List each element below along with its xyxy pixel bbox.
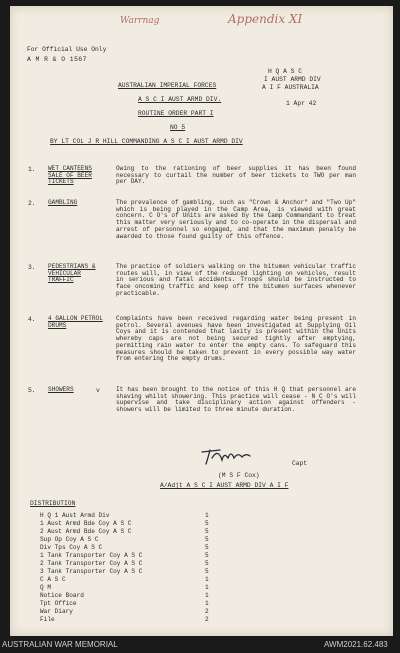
- distribution-row: [40, 536, 220, 543]
- item-text: Complaints have been received regarding water being present in petrol. Several avenues have been investigated at Supplying Oil Coys and it is contended that laxity is present within the Units whereby caps are not being secured tightly after emptying, permitting rain water to enter the empty cans. To safeguard this measures should be taken to prevent in every possible way water from entering the empty drums.: [116, 315, 356, 363]
- distribution-quantity: 5: [205, 552, 209, 559]
- signature-appointment: A/Adjt A S C I AUST ARMD DIV A I F: [160, 482, 289, 489]
- distribution-quantity: 5: [205, 568, 209, 575]
- distribution-row: [40, 592, 220, 599]
- distribution-recipient: Tpt Office: [40, 600, 77, 607]
- distribution-quantity: 5: [205, 528, 209, 535]
- handwritten-signature: [198, 444, 258, 468]
- distribution-quantity: 1: [205, 592, 209, 599]
- hq-line-3: A I F AUSTRALIA: [262, 84, 319, 91]
- distribution-row: [40, 560, 220, 567]
- item-label: SHOWERS: [48, 386, 74, 393]
- distribution-quantity: 5: [205, 520, 209, 527]
- item-number: 5.: [28, 387, 36, 394]
- distribution-row: [40, 576, 220, 583]
- distribution-recipient: File: [40, 616, 55, 623]
- distribution-heading: DISTRIBUTION: [30, 500, 76, 507]
- item-text: Owing to the rationing of beer supplies it has been found necessary to curtail the number of beer tickets to TWO per man per DAY.: [116, 165, 356, 186]
- distribution-recipient: 2 Tank Transporter Coy A S C: [40, 560, 143, 567]
- distribution-quantity: 1: [205, 584, 209, 591]
- signature-rank: Capt: [292, 460, 308, 467]
- item-label: GAMBLING: [48, 199, 78, 206]
- distribution-recipient: War Diary: [40, 608, 73, 615]
- distribution-row: [40, 600, 220, 607]
- distribution-row: [40, 544, 220, 551]
- distribution-row: [40, 616, 220, 623]
- item-label: PEDESTRIANS & VEHICULAR TRAFFIC: [48, 263, 96, 284]
- item-label: WET CANTEENS SALE OF BEER TICKETS: [48, 165, 92, 186]
- distribution-quantity: 1: [205, 576, 209, 583]
- item-label: 4 GALLON PETROL DRUMS: [48, 315, 103, 329]
- distribution-quantity: 5: [205, 544, 209, 551]
- item-number: 2.: [28, 200, 36, 207]
- distribution-row: [40, 568, 220, 575]
- hq-line-2: I AUST ARMD DIV: [264, 76, 321, 83]
- item-text: It has been brought to the notice of this H Q that personnel are shaving whilst showering. This practice will cease - N C O's will supervise and take disciplinary action against offenders - showers will be limited to three minute duration.: [116, 386, 356, 414]
- distribution-recipient: Q M: [40, 584, 51, 591]
- hq-line-1: H Q A S C: [268, 68, 303, 75]
- item-number: 1.: [28, 166, 36, 173]
- distribution-row: [40, 584, 220, 591]
- title-line-2: A S C I AUST ARMD DIV.: [138, 96, 222, 103]
- reference-number: A M R & O 1567: [27, 56, 87, 63]
- distribution-recipient: C A S C: [40, 576, 66, 583]
- distribution-recipient: Div Tps Coy A S C: [40, 544, 103, 551]
- item-text: The practice of soldiers walking on the bitumen vehicular traffic routes will, in view of the reduced lighting on vehicles, result in serious and fatal accidents. Troops should be instructed to face oncoming traffic and keep off the bitumen surfaces whenever practicable.: [116, 263, 356, 297]
- footer-accession-number: AWM2021.62.483: [324, 640, 388, 649]
- distribution-quantity: 2: [205, 608, 209, 615]
- title-line-4: NO 5: [170, 124, 186, 131]
- distribution-quantity: 5: [205, 560, 209, 567]
- classification-marking: For Official Use Only: [27, 46, 107, 53]
- distribution-quantity: 5: [205, 536, 209, 543]
- distribution-recipient: Sup Op Coy A S C: [40, 536, 99, 543]
- distribution-quantity: 2: [205, 616, 209, 623]
- tick-mark: v: [96, 387, 100, 394]
- item-text: The prevalence of gambling, such as "Crown & Anchor" and "Two Up" which is being played in the Camp Area, is viewed with great concern. C O's of Units are asked by the Camp Commandant to treat this matter very seriously and to co-operate in the dispersal and arrest of personnel so engaged, and that the maximum penalty be awarded to those found guilty of this offence.: [116, 199, 356, 240]
- distribution-quantity: 1: [205, 600, 209, 607]
- distribution-row: [40, 552, 220, 559]
- by-line: BY LT COL J R HILL COMMANDING A S C I AUST ARMD DIV: [50, 138, 243, 145]
- distribution-recipient: 1 Aust Armd Bde Coy A S C: [40, 520, 132, 527]
- footer-institution: AUSTRALIAN WAR MEMORIAL: [2, 640, 118, 649]
- distribution-recipient: 3 Tank Transporter Coy A S C: [40, 568, 143, 575]
- distribution-row: [40, 520, 220, 527]
- distribution-row: [40, 512, 220, 519]
- distribution-recipient: 1 Tank Transporter Coy A S C: [40, 552, 143, 559]
- distribution-recipient: Notice Board: [40, 592, 84, 599]
- distribution-row: [40, 608, 220, 615]
- distribution-row: [40, 528, 220, 535]
- distribution-recipient: 2 Aust Armd Bde Coy A S C: [40, 528, 132, 535]
- handwritten-appendix: Appendix XI: [228, 12, 303, 26]
- distribution-recipient: H Q 1 Aust Armd Div: [40, 512, 110, 519]
- handwritten-note-left: Warrnag: [120, 16, 160, 26]
- distribution-quantity: 1: [205, 512, 209, 519]
- item-number: 4.: [28, 316, 36, 323]
- title-line-3: ROUTINE ORDER PART I: [138, 110, 214, 117]
- title-line-1: AUSTRALIAN IMPERIAL FORCES: [118, 82, 217, 89]
- order-date: 1 Apr 42: [286, 100, 317, 107]
- item-number: 3.: [28, 264, 36, 271]
- archive-footer: [0, 638, 400, 653]
- document-page: [10, 6, 393, 636]
- signature-name: (M S F Cox): [218, 472, 260, 479]
